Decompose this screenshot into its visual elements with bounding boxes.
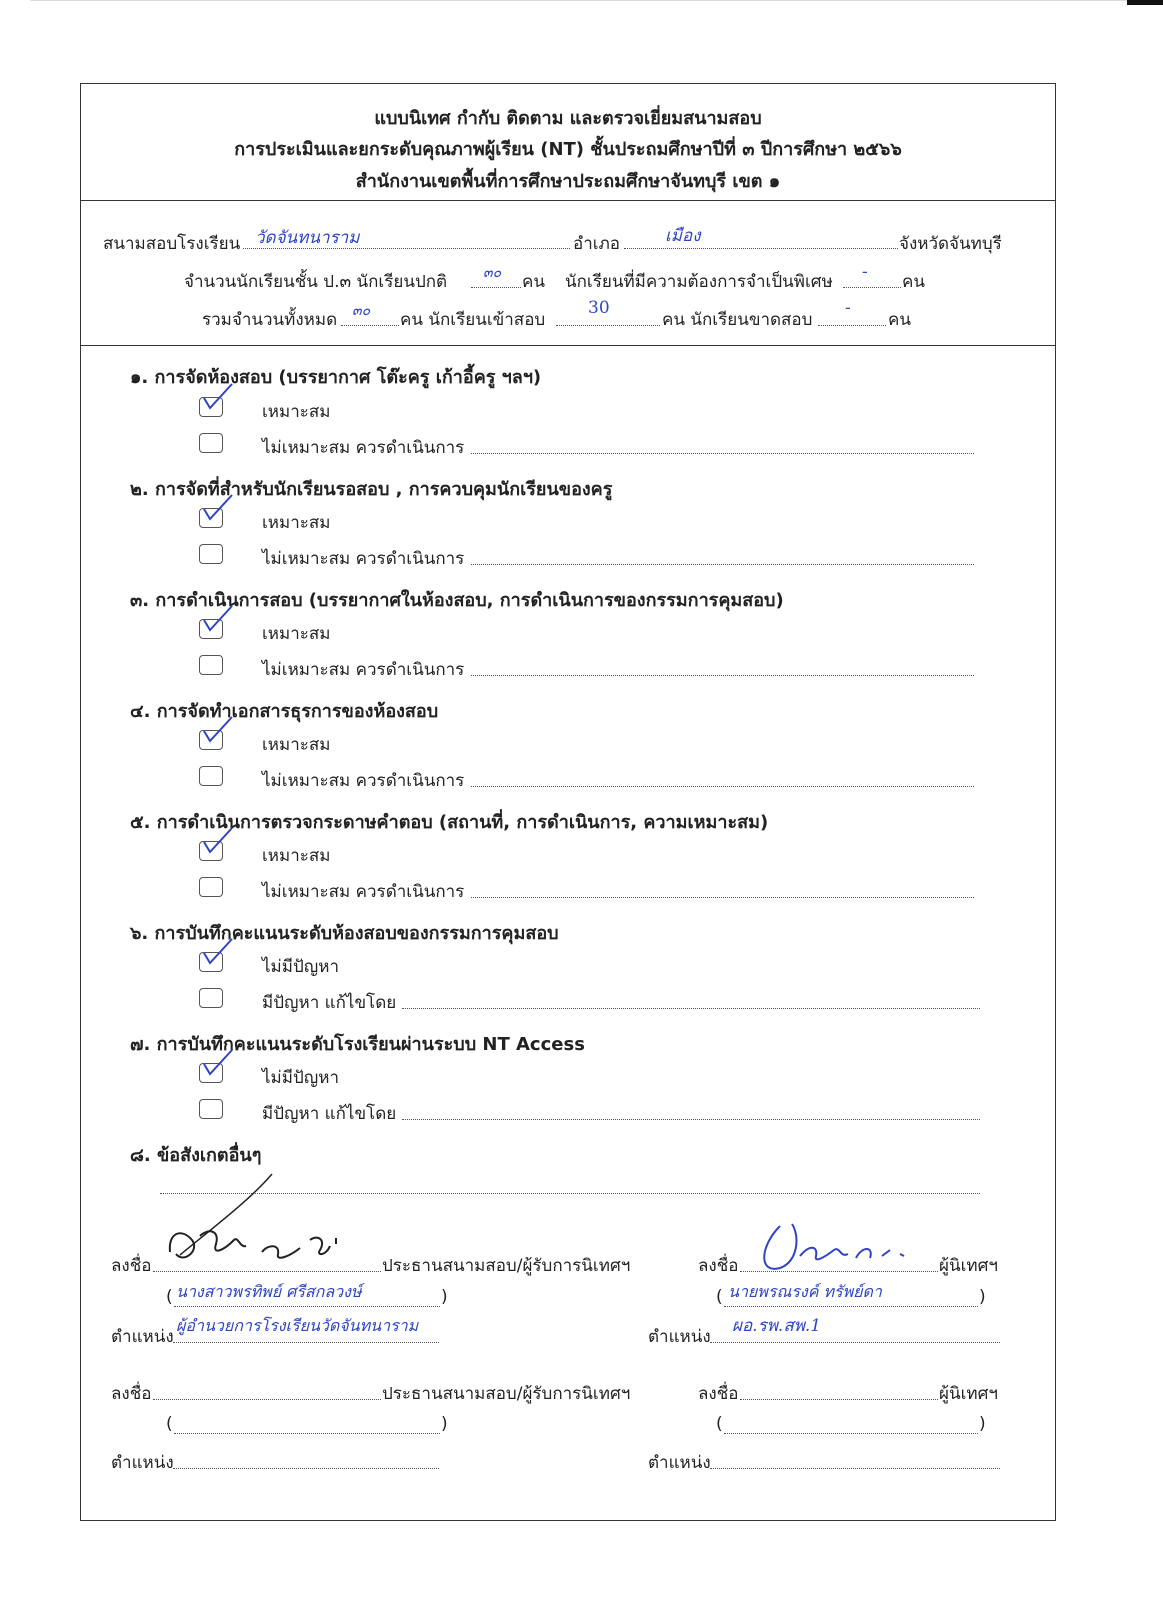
p3-count-label: จำนวนนักเรียนชั้น ป.๓ นักเรียนปกติ (184, 272, 448, 292)
right-sign-label: ลงชื่อ (698, 1256, 739, 1276)
section-5-title: ๕. การดำเนินการตรวจกระดาษคำตอบ (สถานที่, การดำเนินการ, ความเหมาะสม) (130, 812, 769, 833)
section-6-action-line[interactable] (402, 1008, 980, 1009)
right-position-line-2[interactable] (710, 1468, 1000, 1469)
section-1-ok-checkbox[interactable] (199, 397, 223, 417)
section-7-ok-checkbox[interactable] (199, 1063, 223, 1083)
section-6-ok-label: ไม่มีปัญหา (262, 957, 339, 977)
section-7-title: ๗. การบันทึกคะแนนระดับโรงเรียนผ่านระบบ NT Access (130, 1034, 585, 1055)
section-5-bad-checkbox[interactable] (199, 877, 223, 897)
section-2-ok-label: เหมาะสม (262, 513, 331, 533)
right-name-line-2[interactable] (724, 1433, 978, 1434)
section-1-ok-label: เหมาะสม (262, 402, 331, 422)
section-7-bad-checkbox[interactable] (199, 1099, 223, 1119)
left-sign-label: ลงชื่อ (111, 1256, 152, 1276)
section-1-title: ๑. การจัดห้องสอบ (บรรยากาศ โต๊ะครู เก้าอี้ครู ฯลฯ) (130, 367, 542, 388)
section-3-action-line[interactable] (471, 675, 974, 676)
section-4-ok-checkbox[interactable] (199, 730, 223, 750)
left-sign-label-2: ลงชื่อ (111, 1384, 152, 1404)
section-6-title: ๖. การบันทึกคะแนนระดับห้องสอบของกรรมการคุมสอบ (130, 923, 559, 944)
special-value: - (862, 262, 868, 282)
section-4-action-line[interactable] (471, 786, 974, 787)
right-name-value: นายพรณรงค์ ทรัพย์ดา (728, 1282, 882, 1301)
check-mark-icon (198, 715, 238, 753)
scan-corner-mark (1127, 0, 1163, 5)
right-position-label: ตำแหน่ง (648, 1327, 711, 1347)
right-sign-role-2: ผู้นิเทศฯ (939, 1384, 998, 1404)
check-mark-icon (198, 493, 238, 531)
normal-field-line (471, 287, 521, 288)
left-sign-role: ประธานสนามสอบ/ผู้รับการนิเทศฯ (382, 1256, 631, 1276)
section-1-bad-checkbox[interactable] (199, 433, 223, 453)
section-5-bad-label: ไม่เหมาะสม ควรดำเนินการ (262, 882, 465, 902)
info-divider (80, 345, 1056, 346)
left-signature-scribble (150, 1170, 350, 1270)
section-4-bad-checkbox[interactable] (199, 766, 223, 786)
header-divider (80, 200, 1056, 201)
right-sign-line-2[interactable] (740, 1399, 938, 1400)
right-sign-label-2: ลงชื่อ (698, 1384, 739, 1404)
right-position-line[interactable] (710, 1342, 1000, 1343)
section-4-ok-label: เหมาะสม (262, 735, 331, 755)
section-5-ok-label: เหมาะสม (262, 846, 331, 866)
form-title: แบบนิเทศ กำกับ ติดตาม และตรวจเยี่ยมสนามสอบ (374, 108, 762, 129)
school-label: สนามสอบโรงเรียน (103, 234, 241, 254)
left-position-value: ผู้อำนวยการโรงเรียนวัดจันทนาราม (176, 1316, 419, 1335)
right-signature-scribble (740, 1216, 920, 1286)
attend-field-line (556, 325, 660, 326)
section-7-ok-label: ไม่มีปัญหา (262, 1068, 339, 1088)
absent-label: คน นักเรียนขาดสอบ (662, 310, 813, 330)
left-name-close-paren-2: ) (441, 1414, 448, 1434)
section-4-bad-label: ไม่เหมาะสม ควรดำเนินการ (262, 771, 465, 791)
right-name-close-paren: ) (979, 1287, 986, 1307)
section-8-title: ๘. ข้อสังเกตอื่นๆ (130, 1145, 262, 1166)
attend-value: 30 (588, 298, 610, 318)
left-name-open-paren: ( (166, 1287, 173, 1307)
special-field-line (843, 287, 901, 288)
normal-count-value: ๓๐ (483, 265, 502, 281)
section-7-action-line[interactable] (402, 1119, 980, 1120)
section-4-title: ๔. การจัดทำเอกสารธุรการของห้องสอบ (130, 701, 439, 722)
right-name-open-paren: ( (716, 1287, 723, 1307)
right-position-value: ผอ.รพ.สพ.1 (732, 1316, 822, 1336)
section-2-ok-checkbox[interactable] (199, 508, 223, 528)
attend-label: คน นักเรียนเข้าสอบ (400, 310, 546, 330)
section-2-bad-checkbox[interactable] (199, 544, 223, 564)
total-value: ๓๐ (352, 303, 371, 319)
left-sign-line-2[interactable] (153, 1399, 381, 1400)
district-value: เมือง (665, 226, 701, 246)
form-subtitle: การประเมินและยกระดับคุณภาพผู้เรียน (NT) ชั้นประถมศึกษาปีที่ ๓ ปีการศึกษา ๒๕๖๖ (234, 139, 902, 160)
section-3-ok-checkbox[interactable] (199, 619, 223, 639)
absent-field-line (818, 325, 886, 326)
left-name-line[interactable] (174, 1306, 440, 1307)
total-field-line (341, 325, 399, 326)
section-5-ok-checkbox[interactable] (199, 841, 223, 861)
section-2-action-line[interactable] (471, 564, 974, 565)
special-label: นักเรียนที่มีความต้องการจำเป็นพิเศษ (565, 272, 833, 292)
left-name-line-2[interactable] (174, 1433, 440, 1434)
check-mark-icon (198, 937, 238, 975)
normal-unit: คน (522, 272, 545, 292)
left-sign-role-2: ประธานสนามสอบ/ผู้รับการนิเทศฯ (382, 1384, 631, 1404)
check-mark-icon (198, 1048, 238, 1086)
section-2-title: ๒. การจัดที่สำหรับนักเรียนรอสอบ , การควบคุมนักเรียนของครู (130, 479, 613, 500)
right-position-label-2: ตำแหน่ง (648, 1453, 711, 1473)
section-6-ok-checkbox[interactable] (199, 952, 223, 972)
absent-value: - (845, 298, 851, 318)
province-label: จังหวัดจันทบุรี (899, 234, 1002, 254)
school-value: วัดจันทนาราม (255, 228, 360, 248)
left-position-line[interactable] (173, 1342, 439, 1343)
left-name-value: นางสาวพรทิพย์ ศรีสกลวงษ์ (176, 1282, 362, 1301)
left-name-open-paren-2: ( (166, 1414, 173, 1434)
scan-edge-line (30, 0, 1133, 1)
check-mark-icon (198, 604, 238, 642)
right-name-line[interactable] (724, 1306, 978, 1307)
section-7-bad-label: มีปัญหา แก้ไขโดย (262, 1104, 397, 1124)
section-2-bad-label: ไม่เหมาะสม ควรดำเนินการ (262, 549, 465, 569)
section-1-bad-label: ไม่เหมาะสม ควรดำเนินการ (262, 438, 465, 458)
total-label: รวมจำนวนทั้งหมด (202, 310, 338, 330)
section-3-title: ๓. การดำเนินการสอบ (บรรยากาศในห้องสอบ, การดำเนินการของกรรมการคุมสอบ) (130, 590, 784, 611)
section-3-bad-checkbox[interactable] (199, 655, 223, 675)
left-position-label: ตำแหน่ง (111, 1327, 174, 1347)
left-name-close-paren: ) (441, 1287, 448, 1307)
section-1-action-line[interactable] (471, 453, 974, 454)
section-3-bad-label: ไม่เหมาะสม ควรดำเนินการ (262, 660, 465, 680)
check-mark-icon (198, 826, 238, 864)
section-6-bad-checkbox[interactable] (199, 988, 223, 1008)
special-unit: คน (902, 272, 925, 292)
section-5-action-line[interactable] (471, 897, 974, 898)
right-name-close-paren-2: ) (979, 1414, 986, 1434)
absent-unit: คน (888, 310, 911, 330)
right-sign-line[interactable] (740, 1271, 938, 1272)
form-office: สำนักงานเขตพื้นที่การศึกษาประถมศึกษาจันทบุรี เขต ๑ (355, 171, 781, 192)
left-sign-line[interactable] (153, 1271, 381, 1272)
district-label: อำเภอ (573, 234, 620, 254)
section-6-bad-label: มีปัญหา แก้ไขโดย (262, 993, 397, 1013)
right-sign-role: ผู้นิเทศฯ (939, 1256, 998, 1276)
section-3-ok-label: เหมาะสม (262, 624, 331, 644)
left-position-line-2[interactable] (173, 1468, 439, 1469)
check-mark-icon (198, 382, 238, 420)
left-position-label-2: ตำแหน่ง (111, 1453, 174, 1473)
right-name-open-paren-2: ( (716, 1414, 723, 1434)
